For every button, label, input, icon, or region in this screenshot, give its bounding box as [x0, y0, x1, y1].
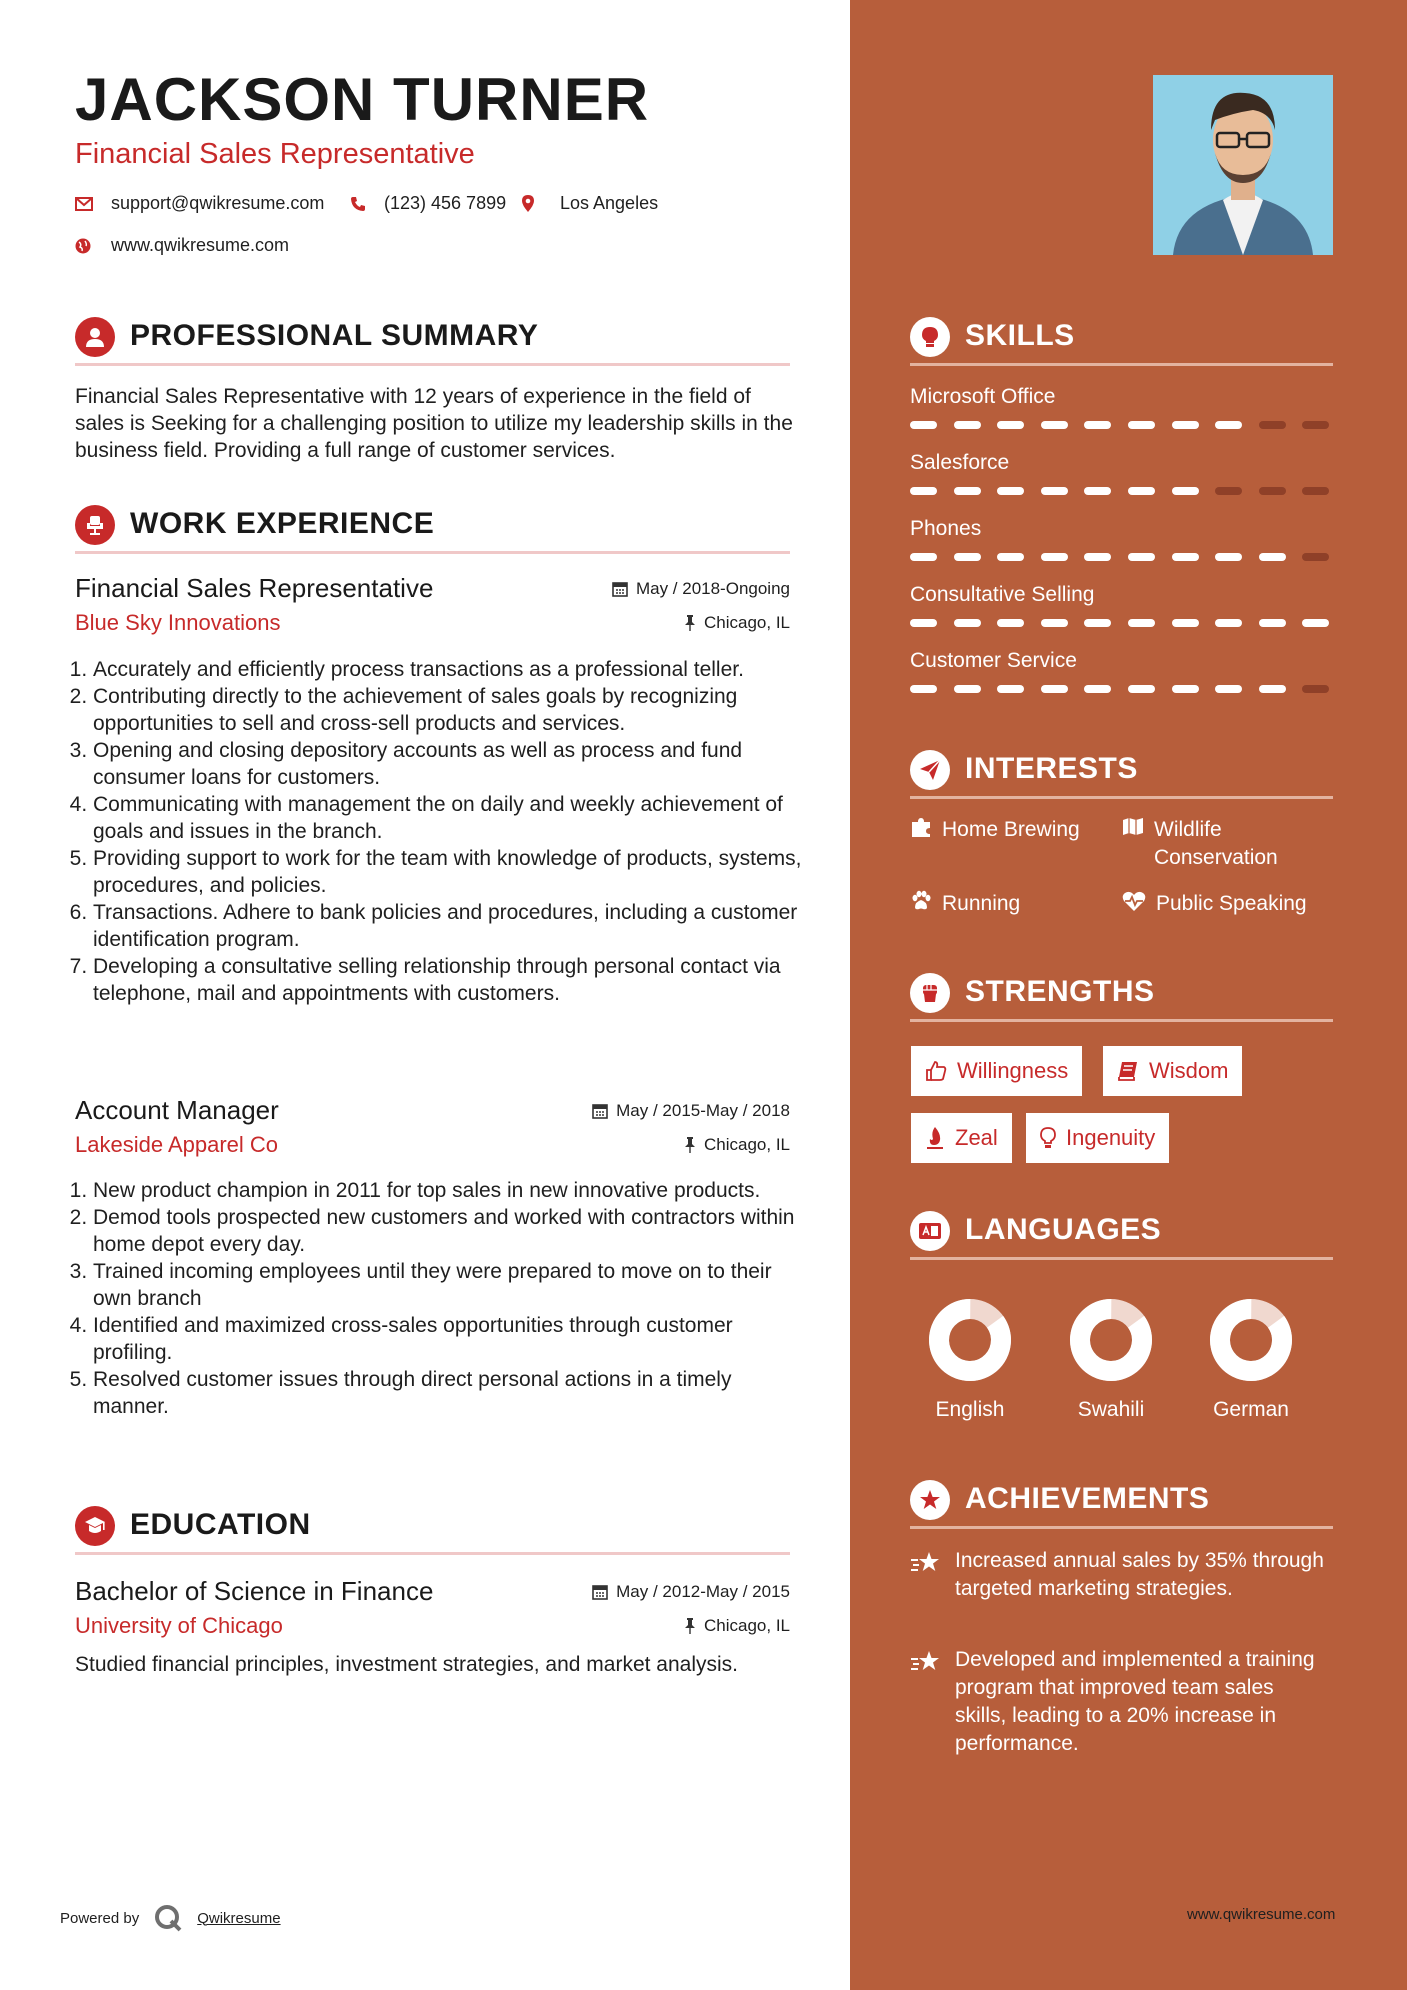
skill-dash-filled — [1128, 553, 1155, 561]
skill-dash-filled — [1215, 619, 1242, 627]
skill-dash-empty — [1302, 421, 1329, 429]
list-item: 5. Providing support to work for the team with knowledge of products, systems, procedures, and policies. — [93, 845, 813, 899]
skill-dash-filled — [1041, 619, 1068, 627]
chair-icon — [75, 505, 115, 545]
strength-label: Ingenuity — [1066, 1125, 1156, 1150]
skill-dash-filled — [997, 685, 1024, 693]
email-text: support@qwikresume.com — [111, 193, 325, 213]
job-date — [612, 579, 790, 599]
list-item: 4. Communicating with management the on daily and weekly achievement of goals and issues in the branch. — [93, 791, 813, 845]
star-icon — [910, 1650, 942, 1676]
skill-item — [910, 649, 1333, 673]
skill-rating — [910, 553, 1333, 561]
skill-dash-filled — [1084, 619, 1111, 627]
skill-dash-filled — [1172, 421, 1199, 429]
skill-dash-filled — [1041, 685, 1068, 693]
skill-item — [910, 583, 1333, 607]
job-location-text: Chicago, IL — [704, 613, 790, 632]
skill-dash-filled — [954, 487, 981, 495]
skill-item — [910, 517, 1333, 541]
skill-dash-filled — [1128, 421, 1155, 429]
calendar-icon — [612, 581, 628, 597]
portrait-image — [1153, 75, 1333, 255]
contact-email[interactable] — [75, 193, 324, 214]
donut-fill — [927, 1297, 1014, 1384]
strength-tag — [1026, 1113, 1169, 1163]
list-item: 3. Trained incoming employees until they were prepared to move on to their own branch — [93, 1258, 813, 1312]
achievements-heading: ACHIEVEMENTS — [965, 1482, 1210, 1515]
job-location — [684, 1135, 790, 1155]
skills-section-header — [910, 315, 1333, 366]
achievements-section-header — [910, 1478, 1333, 1529]
map-icon — [1122, 816, 1144, 838]
skill-dash-filled — [1084, 421, 1111, 429]
skill-name: Salesforce — [910, 451, 1010, 474]
skill-dash-filled — [910, 685, 937, 693]
language-donut — [1066, 1295, 1156, 1385]
skill-dash-filled — [1041, 421, 1068, 429]
skill-name: Customer Service — [910, 649, 1077, 672]
list-item: 2. Contributing directly to the achievement of sales goals by recognizing opportunities to sell and cross-sell products and services. — [93, 683, 813, 737]
skill-rating — [910, 619, 1333, 627]
skill-dash-filled — [997, 487, 1024, 495]
job-company: Lakeside Apparel Co — [75, 1132, 279, 1157]
language-name: German — [1213, 1398, 1289, 1421]
contact-location — [522, 193, 658, 214]
star-badge-icon — [910, 1480, 950, 1520]
education-entry — [75, 1576, 790, 1646]
skill-dash-empty — [1302, 487, 1329, 495]
summary-text: Financial Sales Representative with 12 years of experience in the field of sales is Seeking for a challenging position to utilize my leadership skills in the business field. Providing a full range of customer services. — [75, 385, 793, 462]
language-donut — [1206, 1295, 1296, 1385]
skill-dash-empty — [1302, 553, 1329, 561]
skill-dash-filled — [997, 619, 1024, 627]
skill-dash-empty — [1259, 421, 1286, 429]
candidate-name: JACKSON TURNER — [75, 66, 650, 133]
interest-item — [910, 890, 1020, 918]
job-title: Financial Sales Representative — [75, 573, 434, 603]
contact-phone[interactable] — [350, 193, 506, 214]
strength-label: Zeal — [955, 1125, 998, 1150]
strengths-section-header — [910, 971, 1333, 1022]
interest-label: Public Speaking — [1156, 892, 1307, 915]
phone-icon — [350, 196, 366, 212]
map-marker-icon — [522, 195, 534, 212]
job-date — [592, 1101, 790, 1121]
education-description: Studied financial principles, investment strategies, and market analysis. — [75, 1653, 738, 1676]
interests-section-header — [910, 748, 1333, 799]
skill-dash-filled — [1259, 553, 1286, 561]
graduation-icon — [75, 1506, 115, 1546]
strength-label: Willingness — [957, 1058, 1069, 1083]
list-item: 1. New product champion in 2011 for top sales in new innovative products. — [93, 1177, 813, 1204]
skill-dash-filled — [1259, 619, 1286, 627]
language-name: English — [935, 1398, 1005, 1421]
pin-icon — [684, 1137, 696, 1153]
skill-item — [910, 451, 1333, 475]
interest-item — [1122, 890, 1307, 918]
achievement-item — [910, 1646, 1333, 1766]
job-location — [684, 613, 790, 633]
paper-plane-icon — [910, 750, 950, 790]
skill-dash-filled — [1215, 421, 1242, 429]
interests-heading: INTERESTS — [965, 752, 1138, 785]
list-item: 7. Developing a consultative selling relationship through personal contact via telephone, mail and appointments with customers. — [93, 953, 813, 1007]
skill-dash-filled — [954, 619, 981, 627]
skill-dash-filled — [997, 421, 1024, 429]
skill-dash-filled — [954, 685, 981, 693]
language-donut — [925, 1295, 1015, 1385]
list-item: 2. Demod tools prospected new customers and worked with contractors within home depot every day. — [93, 1204, 813, 1258]
experience-heading: WORK EXPERIENCE — [130, 507, 435, 540]
achievement-text: Developed and implemented a training program that improved team sales skills, leading to a 20% increase in performance. — [955, 1648, 1315, 1755]
skill-dash-filled — [910, 553, 937, 561]
phone-text: (123) 456 7899 — [384, 193, 507, 213]
skills-heading: SKILLS — [965, 319, 1075, 352]
job-bullets — [75, 656, 813, 1007]
list-item: 6. Transactions. Adhere to bank policies and procedures, including a customer identification program. — [93, 899, 813, 953]
calendar-icon — [592, 1584, 608, 1600]
strength-label: Wisdom — [1149, 1058, 1229, 1083]
education-location-text: Chicago, IL — [704, 1616, 790, 1635]
thumbs-up-icon — [925, 1060, 947, 1082]
skill-dash-filled — [997, 553, 1024, 561]
candidate-title: Financial Sales Representative — [75, 138, 475, 170]
user-icon — [75, 317, 115, 357]
job-entry — [75, 573, 790, 643]
list-item: 3. Opening and closing depository accounts as well as process and fund consumer loans for customers. — [93, 737, 813, 791]
education-location — [684, 1616, 790, 1636]
donut-fill — [1068, 1297, 1155, 1384]
skill-dash-filled — [1128, 685, 1155, 693]
fire-icon — [925, 1126, 945, 1150]
experience-section-header — [75, 503, 790, 554]
skill-name: Phones — [910, 517, 982, 540]
school-name: University of Chicago — [75, 1613, 283, 1638]
puzzle-icon — [910, 816, 932, 838]
skill-item — [910, 385, 1333, 409]
education-section-header — [75, 1504, 790, 1555]
heartbeat-icon — [1122, 890, 1146, 912]
strengths-heading: STRENGTHS — [965, 975, 1155, 1008]
skill-dash-filled — [1215, 685, 1242, 693]
paw-icon — [910, 890, 932, 912]
education-date-text: May / 2012-May / 2015 — [616, 1582, 790, 1601]
language-icon — [910, 1211, 950, 1251]
skill-dash-empty — [1259, 487, 1286, 495]
skill-dash-filled — [1084, 487, 1111, 495]
skill-dash-filled — [1084, 553, 1111, 561]
list-item: 1. Accurately and efficiently process transactions as a professional teller. — [93, 656, 813, 683]
languages-heading: LANGUAGES — [965, 1213, 1162, 1246]
powered-by-text: Powered by — [60, 1909, 140, 1927]
brand-link[interactable]: Qwikresume — [197, 1909, 281, 1927]
skill-dash-filled — [1041, 553, 1068, 561]
strength-tag — [911, 1046, 1082, 1096]
skill-name: Consultative Selling — [910, 583, 1095, 606]
skill-name: Microsoft Office — [910, 385, 1056, 408]
list-item: 5. Resolved customer issues through direct personal actions in a timely manner. — [93, 1366, 813, 1420]
degree-title: Bachelor of Science in Finance — [75, 1576, 434, 1606]
skill-dash-filled — [1259, 685, 1286, 693]
skill-rating — [910, 421, 1333, 429]
skill-rating — [910, 685, 1333, 693]
profile-photo — [1153, 75, 1333, 255]
skill-dash-filled — [1128, 487, 1155, 495]
skill-dash-filled — [1215, 553, 1242, 561]
pin-icon — [684, 615, 696, 631]
languages-section-header — [910, 1209, 1333, 1260]
achievement-item — [910, 1547, 1333, 1637]
skill-dash-filled — [1172, 487, 1199, 495]
donut-fill — [1208, 1297, 1295, 1384]
calendar-icon — [592, 1103, 608, 1119]
star-icon — [910, 1551, 942, 1577]
fist-icon — [910, 973, 950, 1013]
skill-dash-filled — [1172, 553, 1199, 561]
skill-dash-empty — [1302, 685, 1329, 693]
qwikresume-logo-icon — [153, 1903, 183, 1933]
job-location-text: Chicago, IL — [704, 1135, 790, 1154]
lightbulb-icon — [910, 317, 950, 357]
job-company: Blue Sky Innovations — [75, 610, 281, 635]
globe-icon — [75, 238, 91, 254]
skill-dash-filled — [954, 421, 981, 429]
education-date — [592, 1582, 790, 1602]
interest-label: Home Brewing — [942, 818, 1080, 841]
footer-powered-by — [60, 1903, 281, 1933]
skill-dash-filled — [910, 487, 937, 495]
interest-label: Wildlife Conservation — [1154, 818, 1278, 869]
skill-dash-filled — [1302, 619, 1329, 627]
book-icon — [1117, 1060, 1139, 1082]
achievement-text: Increased annual sales by 35% through targeted marketing strategies. — [955, 1549, 1324, 1600]
skill-dash-filled — [1128, 619, 1155, 627]
job-date-text: May / 2018-Ongoing — [635, 579, 790, 598]
skill-dash-filled — [1041, 487, 1068, 495]
interest-item — [910, 816, 1080, 844]
strength-tag — [911, 1113, 1012, 1163]
pin-icon — [684, 1618, 696, 1634]
skill-dash-filled — [910, 421, 937, 429]
skill-dash-filled — [910, 619, 937, 627]
skill-dash-filled — [1084, 685, 1111, 693]
footer-site[interactable]: www.qwikresume.com — [1187, 1906, 1336, 1923]
summary-heading: PROFESSIONAL SUMMARY — [130, 319, 539, 352]
language-name: Swahili — [1077, 1398, 1145, 1421]
interest-label: Running — [942, 892, 1021, 915]
skill-dash-filled — [1172, 685, 1199, 693]
lightbulb-icon — [1040, 1127, 1056, 1149]
strength-tag — [1103, 1046, 1242, 1096]
education-heading: EDUCATION — [130, 1508, 311, 1541]
job-title: Account Manager — [75, 1095, 279, 1125]
contact-website[interactable] — [75, 235, 289, 256]
skill-dash-empty — [1215, 487, 1242, 495]
summary-section-header — [75, 315, 790, 366]
job-entry — [75, 1095, 790, 1165]
job-date-text: May / 2015-May / 2018 — [616, 1101, 790, 1120]
interest-item — [1122, 816, 1332, 872]
skill-dash-filled — [1172, 619, 1199, 627]
envelope-icon — [75, 197, 93, 211]
skill-rating — [910, 487, 1333, 495]
location-text: Los Angeles — [560, 193, 659, 213]
website-text: www.qwikresume.com — [111, 235, 290, 255]
skill-dash-filled — [954, 553, 981, 561]
list-item: 4. Identified and maximized cross-sales opportunities through customer profiling. — [93, 1312, 813, 1366]
job-bullets — [75, 1177, 813, 1420]
